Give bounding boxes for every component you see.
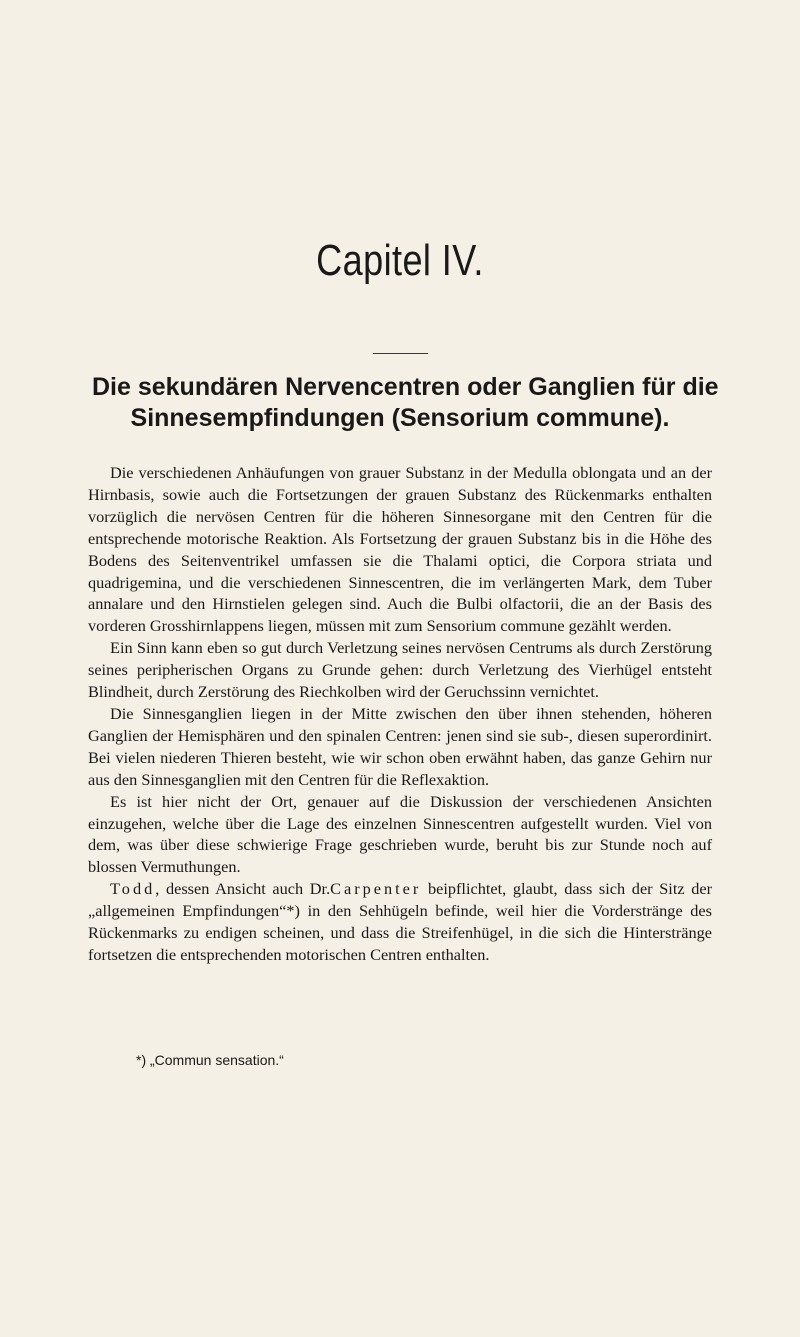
author-name-carpenter: Carpenter (330, 879, 422, 899)
paragraph: Ein Sinn kann eben so gut durch Verletzung seines nervösen Centrums als durch Zerstörung seines peripherischen Organs zu Grunde gehen: durch Verletzung des Vierhügel entsteht Blindheit, durch Zerstörung des Riechkolben wird der Geruchssinn vernichtet. (88, 638, 712, 702)
chapter-heading: Capitel IV. (316, 236, 484, 285)
footnote: *) „Commun sensation.“ (136, 1052, 284, 1068)
body-text (88, 462, 712, 966)
paragraph: Es ist hier nicht der Ort, genauer auf die Diskussion der verschiedenen Ansichten einzugehen, welche über die Lage des einzelnen Sinnescentren aufgestellt wurden. Viel von dem, was über diese schwierige Frage geschrieben wurde, beruht bis zur Stunde noch auf blossen Vermuthungen. (88, 791, 712, 877)
paragraph (88, 878, 712, 966)
paragraph: Die Sinnesganglien liegen in der Mitte zwischen den über ihnen stehenden, höheren Ganglien der Hemisphären und den spinalen Centren: jenen sind sie sub-, diesen superordinirt. Bei vielen niederen Thieren besteht, wie wir schon oben erwähnt haben, das ganze Gehirn nur aus den Sinnesganglien mit den Centren für die Reflexaktion. (88, 703, 712, 789)
section-title-line-1: Die sekundären Nervencentren oder Ganglien für die (92, 373, 719, 401)
author-name-todd: Todd (110, 879, 156, 899)
paragraph-text: , dessen Ansicht auch Dr. (155, 879, 331, 899)
paragraph-text: beipflichtet, glaubt, dass sich der Sitz der „allgemeinen Empfindungen“*) in den Sehhügeln befinde, weil hier die Vorderstränge des Rückenmarks zu endigen scheinen, und dass die Streifenhügel, in die sich die Hinterstränge fortsetzen die entsprechenden motorischen Centren enthalten. (88, 879, 713, 964)
section-title-line-2: Sinnesempfindungen (Sensorium commune). (130, 404, 670, 432)
heading-divider (373, 353, 428, 354)
section-title (92, 372, 719, 434)
paragraph: Die verschiedenen Anhäufungen von grauer Substanz in der Medulla oblongata und an der Hirnbasis, sowie auch die Fortsetzungen der grauen Substanz des Rückenmarks enthalten vorzüglich die nervösen Centren für die höheren Sinnesorgane mit den Centren für die entsprechende motorische Reaktion. Als Fortsetzung der grauen Substanz bis in die Höhe des Bodens des Seitenventrikel umfassen sie die Thalami optici, die Corpora striata und quadrigemina, und die verschiedenen Sinnescentren, die im verlängerten Mark, dem Tuber annalare und den Hirnstielen gelegen sind. Auch die Bulbi olfactorii, die an der Basis des vorderen Grosshirnlappens liegen, müssen mit zum Sensorium commune gezählt werden. (88, 463, 712, 636)
